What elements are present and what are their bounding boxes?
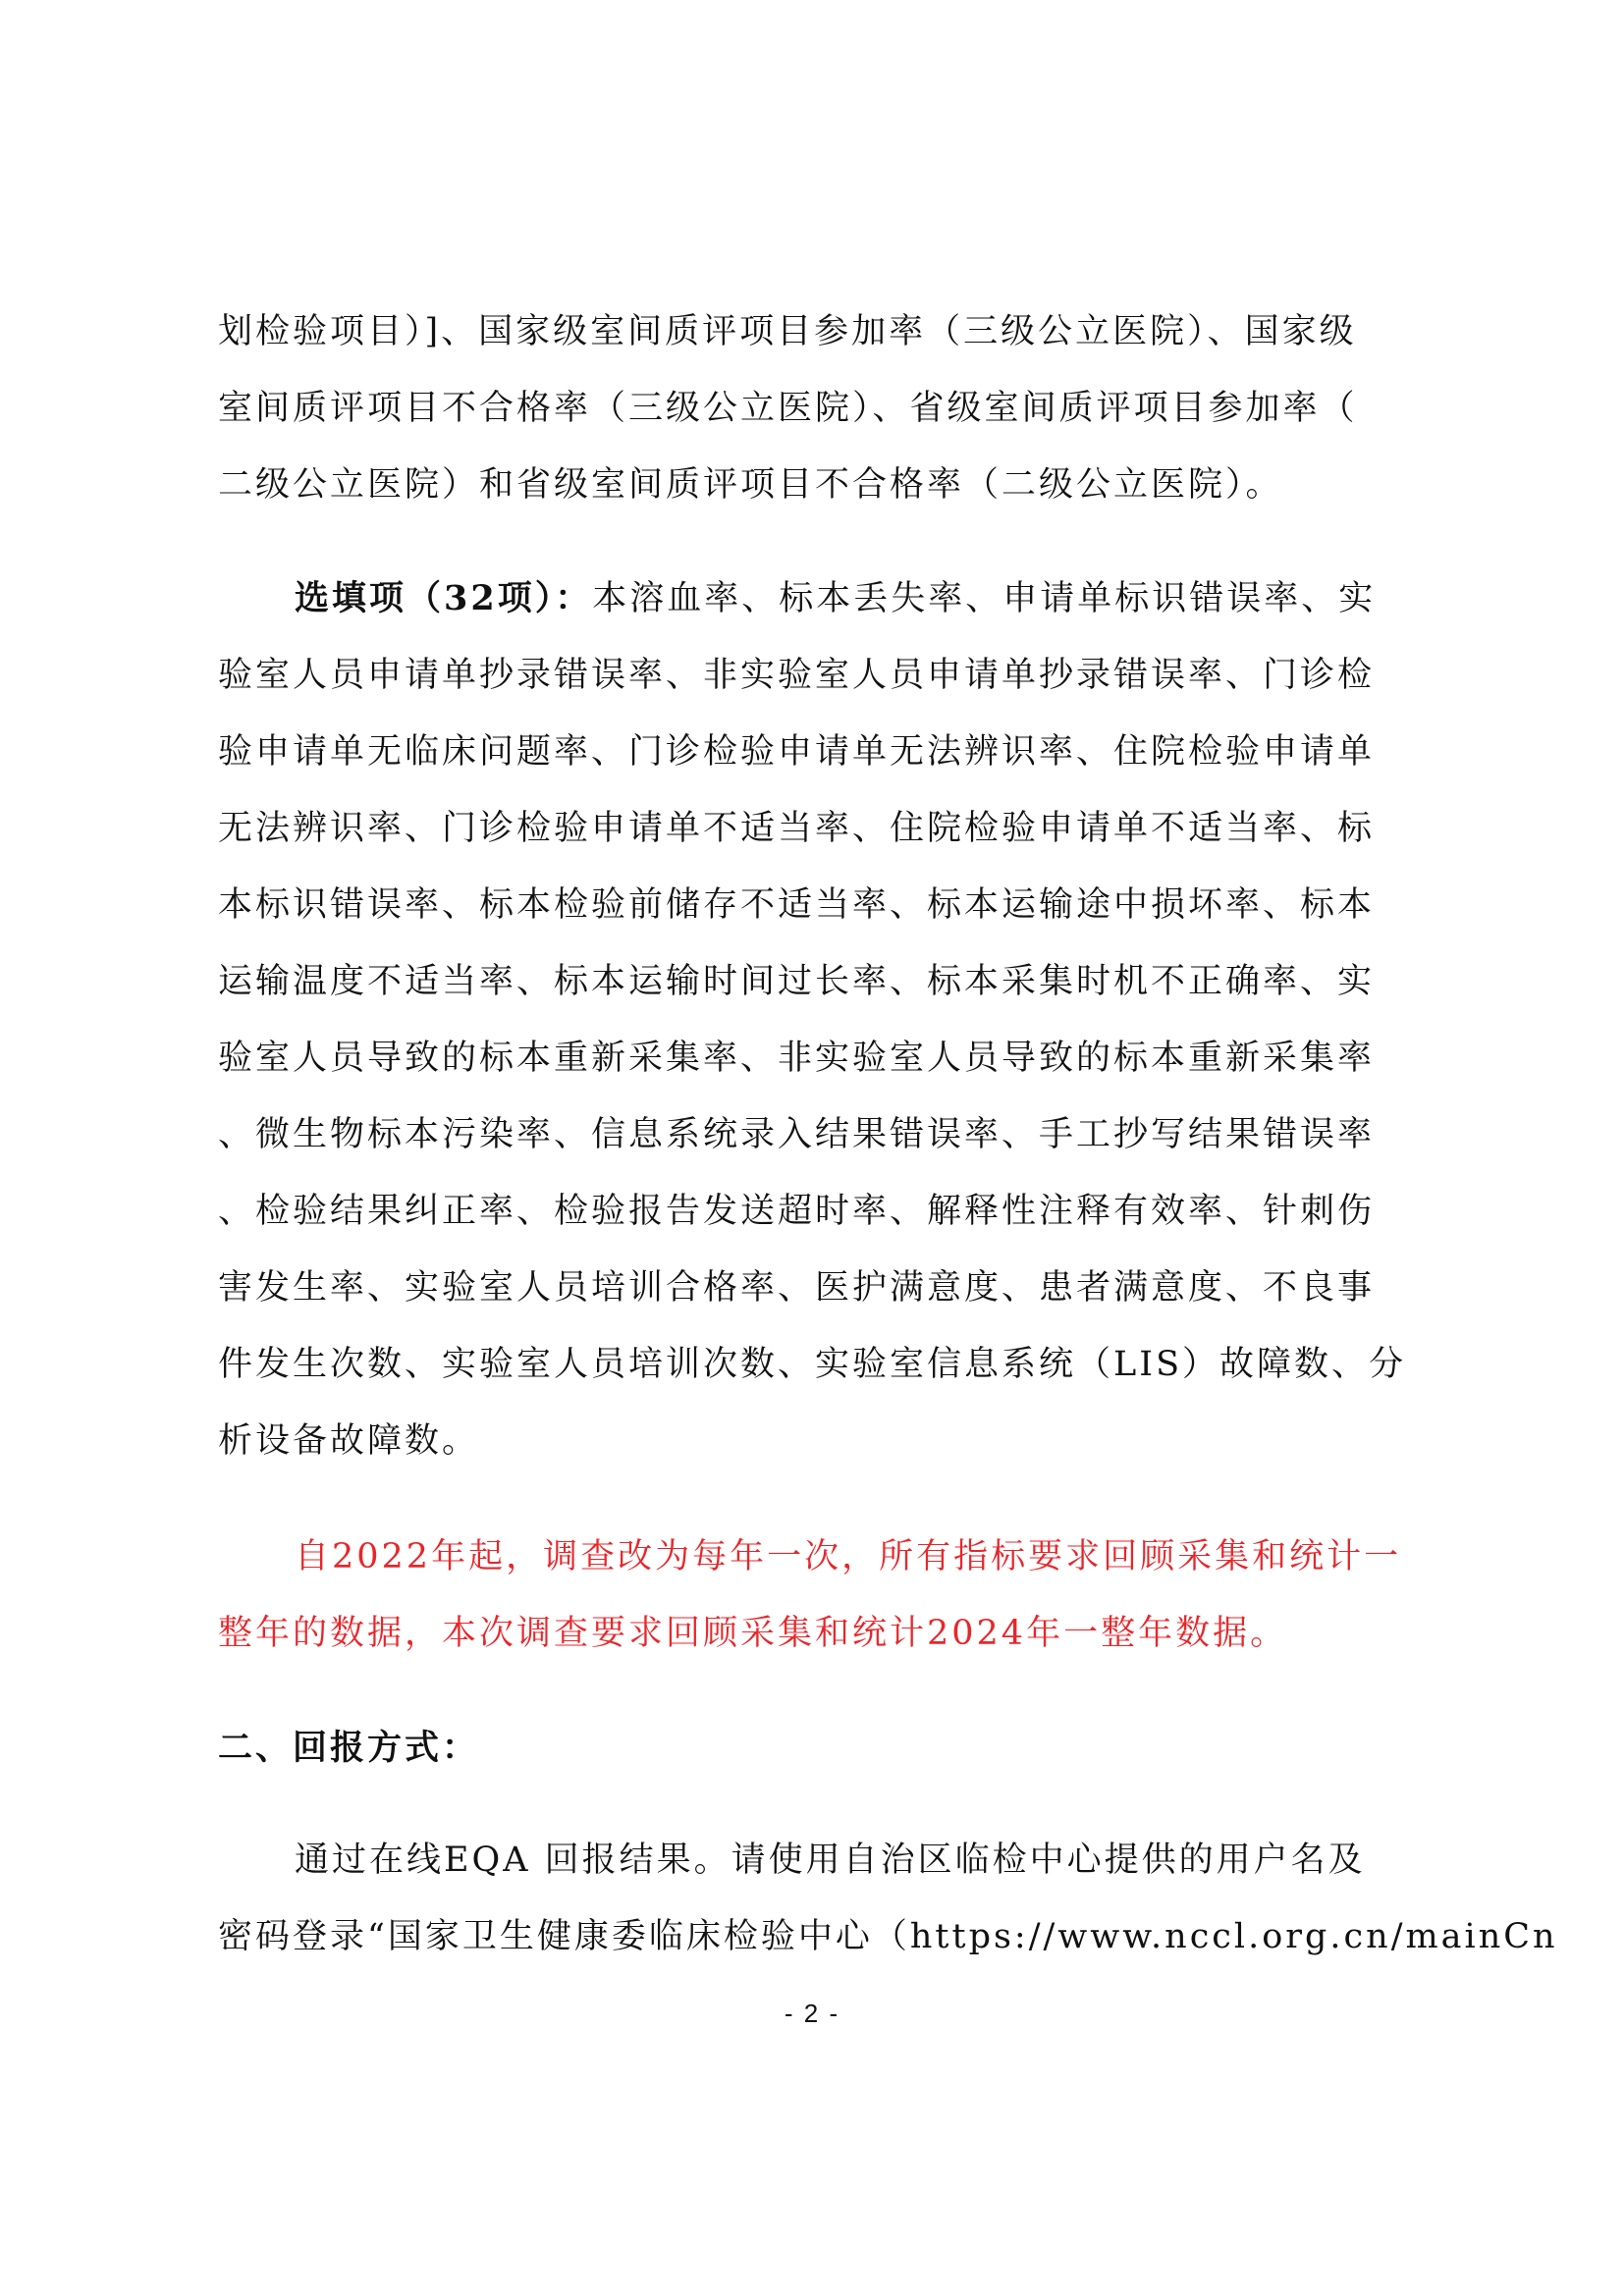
page-number: - 2 -: [784, 1999, 840, 2028]
text-line: 二级公立医院）和省级室间质评项目不合格率（二级公立医院）。: [218, 465, 1283, 505]
optional-items-text: 本溶血率、标本丢失率、申请单标识错误率、实: [592, 579, 1377, 618]
optional-items-label: 选填项（32项）：: [295, 578, 593, 618]
text-line: 验室人员导致的标本重新采集率、非实验室人员导致的标本重新采集率: [218, 1039, 1376, 1078]
text-line: 验室人员申请单抄录错误率、非实验室人员申请单抄录错误率、门诊检: [218, 656, 1376, 695]
text-line: 验申请单无临床问题率、门诊检验申请单无法辨识率、住院检验申请单: [218, 732, 1376, 772]
text-line: 通过在线EQA 回报结果。请使用自治区临检中心提供的用户名及: [295, 1841, 1366, 1880]
text-line: 密码登录“国家卫生健康委临床检验中心（https://www.nccl.org.cn/mainCn: [218, 1917, 1558, 1956]
text-line: [295, 579, 1426, 618]
notice-line: 整年的数据，本次调查要求回顾采集和统计2024年一整年数据。: [218, 1614, 1288, 1653]
text-line: 室间质评项目不合格率（三级公立医院）、省级室间质评项目参加率（: [218, 389, 1358, 428]
notice-line: 自2022年起，调查改为每年一次，所有指标要求回顾采集和统计一: [295, 1537, 1402, 1576]
text-line: 运输温度不适当率、标本运输时间过长率、标本采集时机不正确率、实: [218, 962, 1376, 1001]
text-line: 无法辨识率、门诊检验申请单不适当率、住院检验申请单不适当率、标: [218, 809, 1376, 848]
text-line: 划检验项目）]、国家级室间质评项目参加率（三级公立医院）、国家级: [218, 312, 1357, 351]
text-line: 件发生次数、实验室人员培训次数、实验室信息系统（LIS）故障数、分: [218, 1345, 1407, 1384]
text-line: 、微生物标本污染率、信息系统录入结果错误率、手工抄写结果错误率: [218, 1115, 1376, 1154]
section-heading: 二、回报方式：: [218, 1728, 480, 1768]
text-line: 本标识错误率、标本检验前储存不适当率、标本运输途中损坏率、标本: [218, 885, 1376, 925]
text-line: 、检验结果纠正率、检验报告发送超时率、解释性注释有效率、针刺伤: [218, 1192, 1376, 1231]
text-line: 析设备故障数。: [218, 1421, 480, 1461]
text-line: 害发生率、实验室人员培训合格率、医护满意度、患者满意度、不良事: [218, 1268, 1376, 1308]
